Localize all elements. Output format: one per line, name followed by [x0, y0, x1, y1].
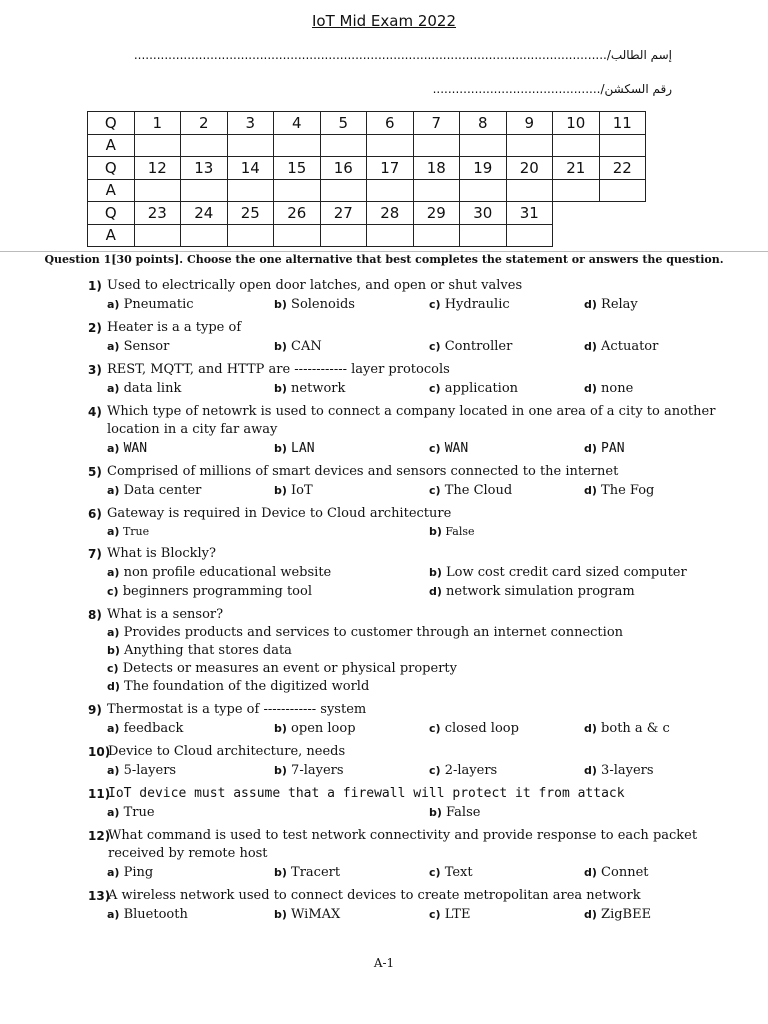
question-7: [88, 545, 728, 601]
grid-answer-cell[interactable]: [274, 179, 321, 202]
grid-question-number: 12: [134, 157, 181, 180]
question-5: [88, 463, 728, 500]
grid-question-number: 10: [553, 112, 600, 135]
question-stem: REST, MQTT, and HTTP are ------------ layer protocols: [107, 362, 450, 377]
option-a[interactable]: a) non profile educational website: [107, 565, 332, 580]
option-b[interactable]: b) Low cost credit card sized computer: [429, 565, 687, 580]
question-stem: Which type of netowrk is used to connect a company located in one area of a city to another location in a city far away: [107, 404, 716, 437]
grid-question-number: 14: [227, 157, 274, 180]
question-number: 2): [88, 321, 102, 335]
option-c[interactable]: c) Hydraulic: [429, 297, 510, 312]
option-c[interactable]: c) WAN: [429, 441, 469, 456]
question-stem: Used to electrically open door latches, and open or shut valves: [107, 278, 523, 293]
grid-question-number: 23: [134, 202, 181, 225]
option-d[interactable]: d) 3-layers: [584, 763, 654, 778]
option-b[interactable]: b) Solenoids: [274, 297, 355, 312]
student-name-field[interactable]: [134, 48, 672, 62]
grid-question-number: 16: [320, 157, 367, 180]
question-number: 12): [88, 829, 111, 843]
grid-question-number: 22: [599, 157, 646, 180]
option-a[interactable]: a) Pneumatic: [107, 297, 194, 312]
grid-answer-cell[interactable]: [134, 179, 181, 202]
question-1: [88, 277, 728, 314]
grid-answer-cell[interactable]: [274, 134, 321, 157]
grid-question-number: 9: [506, 112, 553, 135]
option-d[interactable]: d) network simulation program: [429, 584, 635, 599]
grid-q-label: Q: [88, 112, 135, 135]
page-number: A-1: [373, 956, 395, 970]
grid-answer-cell[interactable]: [320, 224, 367, 247]
question-number: 9): [88, 703, 102, 717]
grid-question-number: 8: [460, 112, 507, 135]
question-stem: What is a sensor?: [107, 607, 224, 622]
option-b[interactable]: b) False: [429, 805, 481, 820]
grid-answer-cell[interactable]: [367, 224, 414, 247]
grid-answer-cell[interactable]: [274, 224, 321, 247]
grid-answer-cell[interactable]: [413, 179, 460, 202]
grid-question-number: 28: [367, 202, 414, 225]
grid-a-label: A: [88, 179, 135, 202]
question-number: 10): [88, 745, 111, 759]
grid-question-number: 21: [553, 157, 600, 180]
grid-answer-cell[interactable]: [413, 134, 460, 157]
question-stem: What is Blockly?: [107, 546, 216, 561]
grid-question-number: 18: [413, 157, 460, 180]
grid-q-label: Q: [88, 202, 135, 225]
grid-answer-cell[interactable]: [599, 179, 646, 202]
grid-answer-cell[interactable]: [227, 224, 274, 247]
question-stem: Heater is a a type of: [107, 320, 242, 335]
question-stem: What command is used to test network connectivity and provide response to each packet received by remote host: [108, 828, 698, 861]
answer-grid: [87, 111, 646, 247]
option-a[interactable]: a) 5-layers: [107, 763, 177, 778]
question-number: 4): [88, 405, 102, 419]
grid-question-number: 26: [274, 202, 321, 225]
grid-a-label: A: [88, 224, 135, 247]
grid-question-number: 30: [460, 202, 507, 225]
grid-question-number: 3: [227, 112, 274, 135]
grid-question-number: 7: [413, 112, 460, 135]
grid-answer-cell[interactable]: [320, 179, 367, 202]
question-3: [88, 361, 728, 398]
grid-question-number: 11: [599, 112, 646, 135]
grid-question-number: 4: [274, 112, 321, 135]
grid-question-number: 27: [320, 202, 367, 225]
option-a[interactable]: a) Bluetooth: [107, 907, 188, 922]
question-12: [88, 827, 728, 882]
grid-question-row: [88, 157, 646, 180]
section-number-label: رقم السكشن/: [600, 82, 672, 96]
option-c[interactable]: c) application: [429, 381, 519, 396]
option-d[interactable]: d) ZigBEE: [584, 907, 652, 922]
option-d[interactable]: d) Relay: [584, 297, 638, 312]
exam-title: IoT Mid Exam 2022: [311, 12, 457, 30]
option-c[interactable]: c) LTE: [429, 907, 471, 922]
grid-answer-cell[interactable]: [181, 179, 228, 202]
grid-question-number: 31: [506, 202, 553, 225]
option-b[interactable]: b) IoT: [274, 483, 313, 498]
grid-answer-cell[interactable]: [506, 224, 553, 247]
grid-answer-row: [88, 179, 646, 202]
grid-question-number: 25: [227, 202, 274, 225]
grid-a-label: A: [88, 134, 135, 157]
grid-answer-row: [88, 134, 646, 157]
grid-answer-cell[interactable]: [413, 224, 460, 247]
grid-question-number: 2: [181, 112, 228, 135]
option-b[interactable]: b) CAN: [274, 339, 322, 354]
grid-empty-cell: [553, 224, 600, 247]
option-a[interactable]: a) True: [107, 525, 150, 538]
grid-question-number: 20: [506, 157, 553, 180]
grid-answer-cell[interactable]: [553, 179, 600, 202]
question-number: 3): [88, 363, 102, 377]
grid-question-row: [88, 112, 646, 135]
grid-answer-cell[interactable]: [320, 134, 367, 157]
question-13: [88, 887, 728, 924]
grid-answer-cell[interactable]: [599, 134, 646, 157]
option-a[interactable]: a) Data center: [107, 483, 202, 498]
grid-question-number: 19: [460, 157, 507, 180]
grid-answer-cell[interactable]: [181, 224, 228, 247]
question-9: [88, 701, 728, 738]
option-b[interactable]: b) 7-layers: [274, 763, 344, 778]
grid-answer-cell[interactable]: [506, 179, 553, 202]
option-b[interactable]: b) Tracert: [274, 865, 341, 880]
question1-header: Question 1[30 points]. Choose the one alternative that best completes the statement or answers the question.: [0, 251, 768, 266]
grid-question-number: 13: [181, 157, 228, 180]
grid-empty-cell: [599, 224, 646, 247]
question-stem: IoT device must assume that a firewall will protect it from attack: [108, 786, 625, 801]
section-number-blank[interactable]: ............................................: [432, 82, 601, 96]
option-b[interactable]: b) WiMAX: [274, 907, 341, 922]
option-d[interactable]: d) The Fog: [584, 483, 655, 498]
grid-question-number: 24: [181, 202, 228, 225]
option-b[interactable]: b) open loop: [274, 721, 356, 736]
grid-answer-cell[interactable]: [367, 134, 414, 157]
student-name-label: إسم الطالب/: [606, 48, 672, 62]
question-list: [88, 277, 728, 929]
grid-answer-row: [88, 224, 646, 247]
option-b[interactable]: b) Anything that stores data: [107, 643, 292, 658]
option-c[interactable]: c) The Cloud: [429, 483, 513, 498]
grid-question-number: 6: [367, 112, 414, 135]
question-2: [88, 319, 728, 356]
grid-answer-cell[interactable]: [460, 179, 507, 202]
option-c[interactable]: c) Detects or measures an event or physical property: [107, 661, 457, 676]
question-stem: Thermostat is a type of ------------ system: [107, 702, 367, 717]
grid-answer-cell[interactable]: [367, 179, 414, 202]
grid-question-row: [88, 202, 646, 225]
grid-answer-cell[interactable]: [227, 134, 274, 157]
question-number: 13): [88, 889, 111, 903]
question-stem: Device to Cloud architecture, needs: [108, 744, 346, 759]
question-10: [88, 743, 728, 780]
grid-answer-cell[interactable]: [506, 134, 553, 157]
option-b[interactable]: b) LAN: [274, 441, 315, 456]
question-11: [88, 785, 728, 822]
question-number: 11): [88, 787, 111, 801]
grid-q-label: Q: [88, 157, 135, 180]
option-c[interactable]: c) 2-layers: [429, 763, 498, 778]
option-b[interactable]: b) network: [274, 381, 346, 396]
option-d[interactable]: d) The foundation of the digitized world: [107, 679, 370, 694]
option-a[interactable]: a) feedback: [107, 721, 184, 736]
option-c[interactable]: c) closed loop: [429, 721, 519, 736]
option-a[interactable]: a) Ping: [107, 865, 154, 880]
grid-answer-cell[interactable]: [134, 224, 181, 247]
grid-question-number: 15: [274, 157, 321, 180]
option-a[interactable]: a) data link: [107, 381, 182, 396]
option-d[interactable]: d) none: [584, 381, 634, 396]
section-number-field[interactable]: [433, 82, 672, 96]
question-4: [88, 403, 728, 458]
question-number: 7): [88, 547, 102, 561]
question-6: [88, 505, 728, 540]
option-a[interactable]: a) WAN: [107, 441, 148, 456]
grid-question-number: 29: [413, 202, 460, 225]
question-number: 6): [88, 507, 102, 521]
question-number: 8): [88, 608, 102, 622]
grid-answer-cell[interactable]: [460, 224, 507, 247]
option-b[interactable]: b) False: [429, 525, 475, 538]
grid-empty-cell: [599, 202, 646, 225]
question-stem: Comprised of millions of smart devices and sensors connected to the internet: [107, 464, 619, 479]
option-a[interactable]: a) Provides products and services to customer through an internet connection: [107, 625, 624, 640]
grid-answer-cell[interactable]: [553, 134, 600, 157]
grid-answer-cell[interactable]: [134, 134, 181, 157]
question-8: [88, 606, 728, 696]
grid-question-number: 17: [367, 157, 414, 180]
question-stem: A wireless network used to connect devices to create metropolitan area network: [108, 888, 641, 903]
option-c[interactable]: c) Controller: [429, 339, 513, 354]
question-number: 5): [88, 465, 102, 479]
option-d[interactable]: d) both a & c: [584, 721, 670, 736]
student-name-blank[interactable]: ............................................................................................................................: [133, 48, 607, 62]
option-d[interactable]: d) Connet: [584, 865, 649, 880]
option-a[interactable]: a) Sensor: [107, 339, 170, 354]
grid-empty-cell: [553, 202, 600, 225]
option-c[interactable]: c) beginners programming tool: [107, 584, 312, 599]
question-number: 1): [88, 279, 102, 293]
grid-question-number: 5: [320, 112, 367, 135]
grid-answer-cell[interactable]: [460, 134, 507, 157]
option-d[interactable]: d) PAN: [584, 441, 625, 456]
grid-question-number: 1: [134, 112, 181, 135]
option-c[interactable]: c) Text: [429, 865, 473, 880]
grid-answer-cell[interactable]: [181, 134, 228, 157]
question-stem: Gateway is required in Device to Cloud architecture: [107, 506, 452, 521]
option-d[interactable]: d) Actuator: [584, 339, 659, 354]
grid-answer-cell[interactable]: [227, 179, 274, 202]
option-a[interactable]: a) True: [107, 805, 155, 820]
